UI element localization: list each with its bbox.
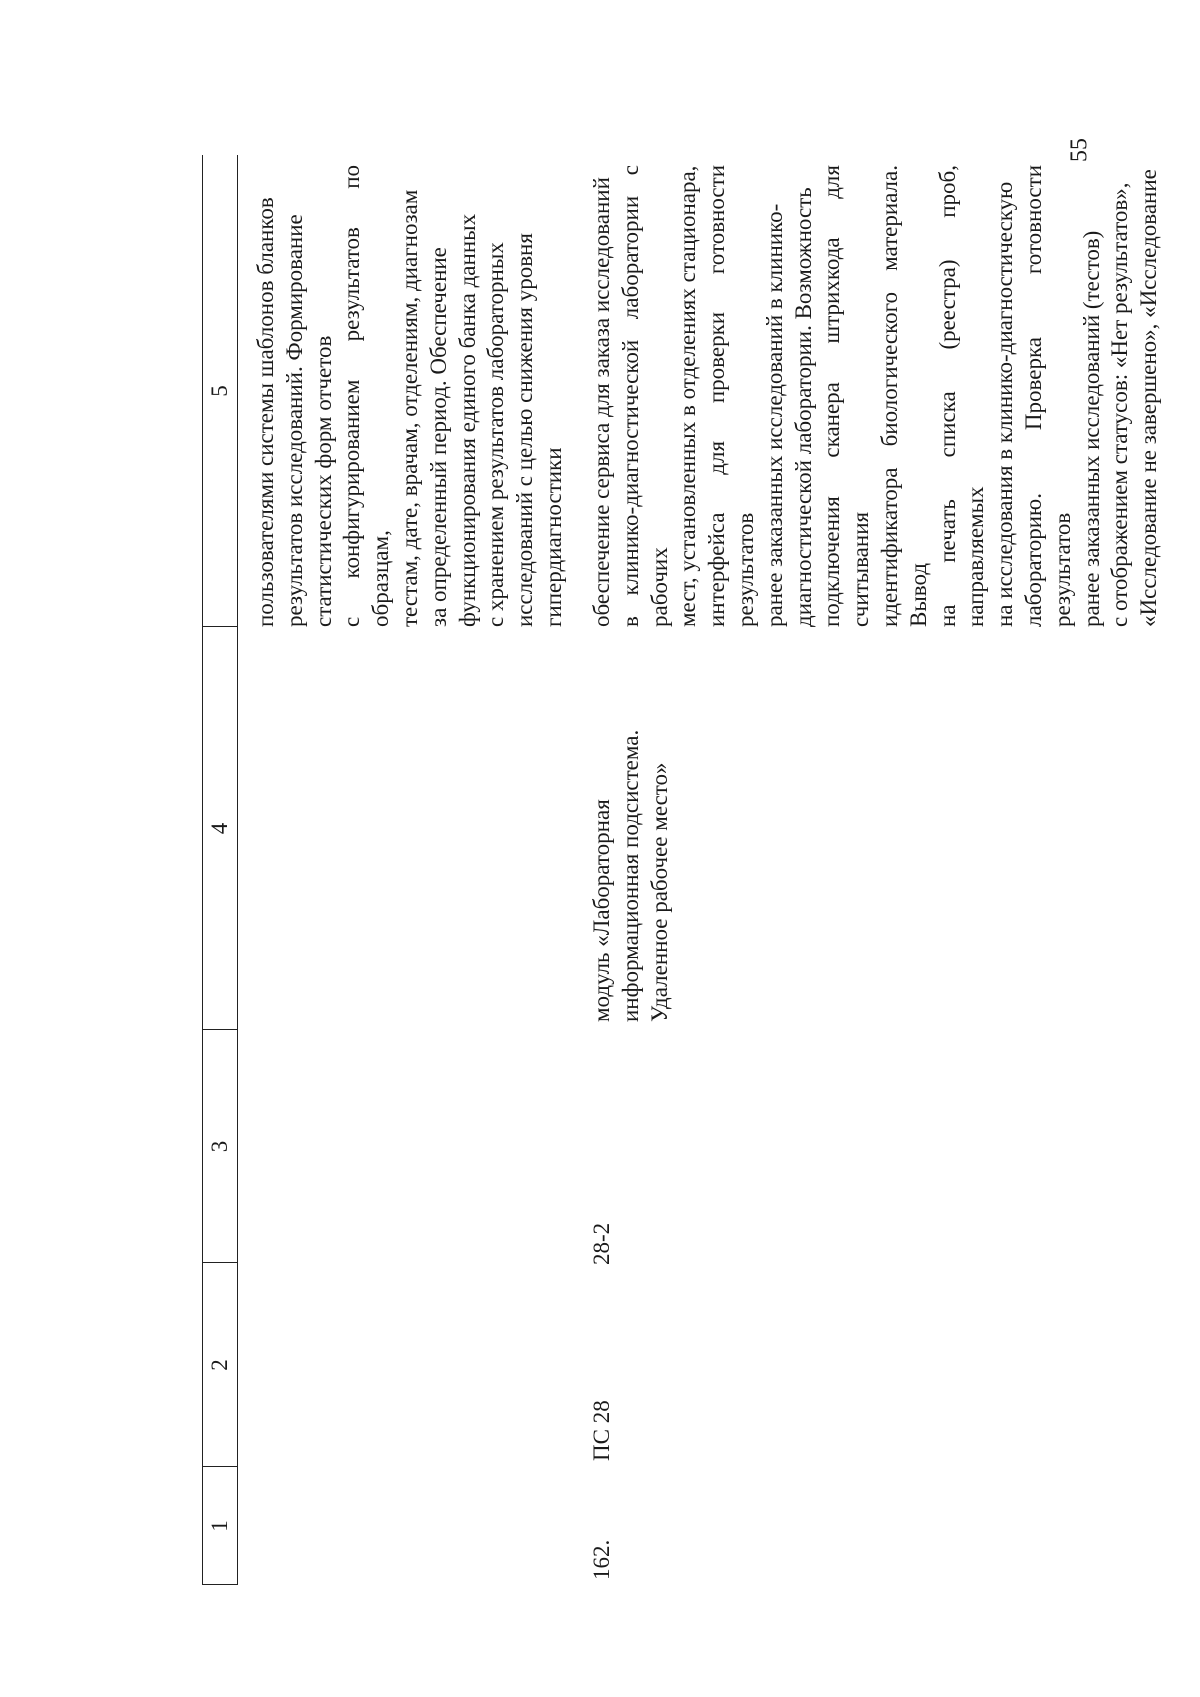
page-number: 55 xyxy=(1066,138,1093,162)
header-bottom-rule xyxy=(237,155,238,1585)
header-col-3: 3 xyxy=(207,1140,232,1153)
row-number: 162. xyxy=(589,1539,614,1580)
row-code: ПС 28 xyxy=(589,1400,614,1461)
header-col-4: 4 xyxy=(207,822,232,835)
rotated-table xyxy=(200,155,1162,1585)
row-module-name: модуль «Лабораторная информационная подсистема. Удаленное рабочее место» xyxy=(589,729,672,1022)
header-col-2: 2 xyxy=(207,1359,232,1371)
row-description: обеспечение сервиса для заказа исследований в клинико-диагностической лаборатории с рабочих мест, установленных в отделениях стационара, интерфейса для проверки готовности результатов ранее заказанных исследований в клинико- диагностической лаборатории. Возможность подключения сканера штрихкода для считывания идентификатора биологического материала. Вывод на печать списка (реестра) проб, направляемых на исследования в клинико-диагностическую лабораторию. Проверка готовности результатов ранее заказанных исследований (тестов) с отображением статусов: «Нет результатов», «Исследование не завершено», «Исследование xyxy=(589,165,1162,627)
row-subcode: 28-2 xyxy=(589,1222,614,1265)
header-col-1: 1 xyxy=(207,1520,232,1532)
header-col-5: 5 xyxy=(207,385,232,397)
header-top-rule xyxy=(202,155,203,1585)
continuation-description: пользователями системы шаблонов бланков результатов исследований. Формирование статистических форм отчетов с конфигурированием результатов по образцам, тестам, дате, врачам, отделениям, диагнозам за определенный период. Обеспечение функционирования единого банка данных с хранением результатов лабораторных исследований с целью снижения уровня гипердиагностики xyxy=(253,165,566,627)
